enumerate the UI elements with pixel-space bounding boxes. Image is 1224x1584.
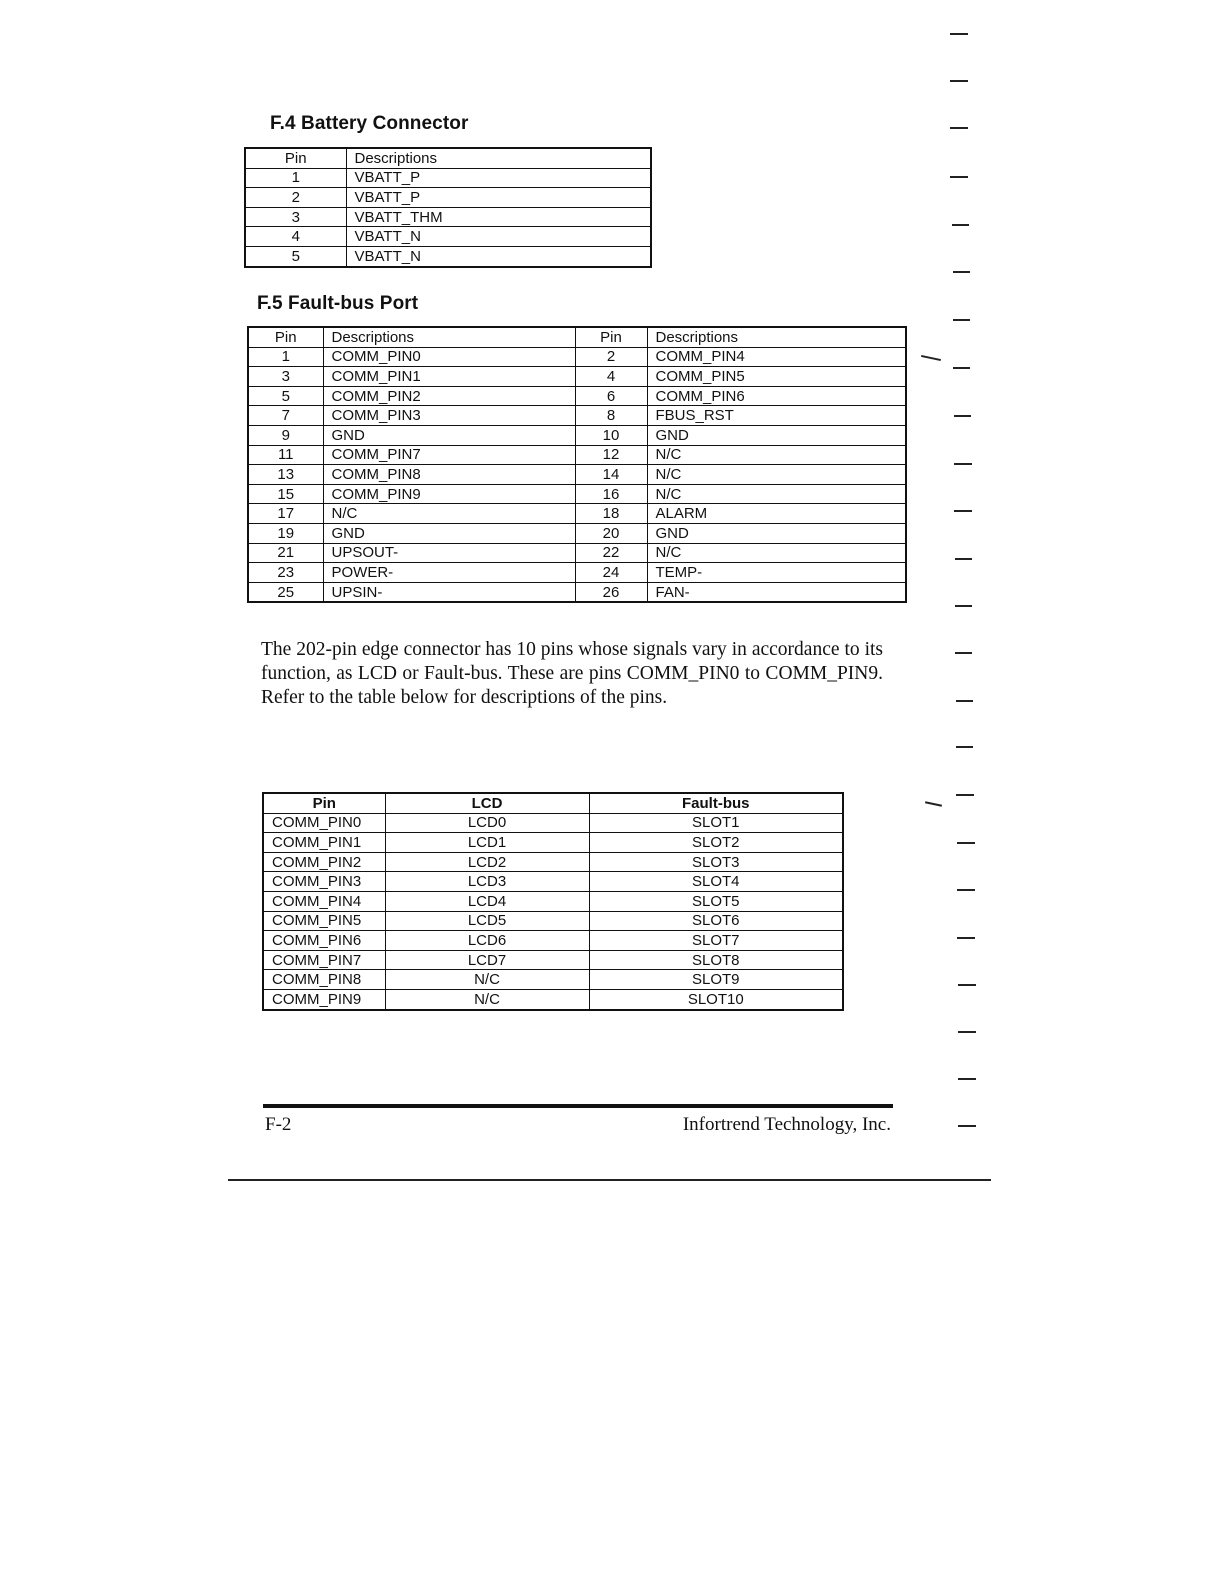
column-header-pin-right: Pin [575, 327, 647, 347]
table-row [263, 891, 843, 911]
battery-cell: 1 [245, 168, 346, 188]
fault-bus-cell: ALARM [647, 504, 906, 524]
table-row [245, 207, 651, 227]
fault-bus-cell: COMM_PIN4 [647, 347, 906, 367]
fault-bus-cell: GND [323, 425, 575, 445]
fault-bus-cell: FAN- [647, 582, 906, 602]
margin-tick-mark [953, 367, 970, 369]
fault-bus-cell: 1 [248, 347, 323, 367]
fault-bus-cell: 11 [248, 445, 323, 465]
fault-bus-cell: POWER- [323, 563, 575, 583]
mapping-cell: SLOT9 [589, 970, 843, 990]
fault-bus-cell: 26 [575, 582, 647, 602]
battery-cell: VBATT_P [346, 188, 651, 208]
battery-table-body [245, 168, 651, 266]
mapping-cell: LCD6 [385, 931, 589, 951]
column-header-pin: Pin [245, 148, 346, 168]
mapping-cell: LCD2 [385, 852, 589, 872]
table-row [248, 445, 906, 465]
table-row [248, 425, 906, 445]
fault-bus-cell: N/C [647, 543, 906, 563]
mapping-cell: LCD4 [385, 891, 589, 911]
mapping-cell: N/C [385, 989, 589, 1009]
fault-bus-cell: COMM_PIN1 [323, 367, 575, 387]
margin-tick-mark [958, 1125, 976, 1127]
mapping-cell: LCD7 [385, 950, 589, 970]
margin-tick-mark [957, 842, 975, 844]
table-row [263, 911, 843, 931]
fault-bus-cell: COMM_PIN7 [323, 445, 575, 465]
battery-cell: VBATT_N [346, 227, 651, 247]
table-row [263, 970, 843, 990]
margin-tick-mark [954, 463, 972, 465]
fault-bus-cell: N/C [323, 504, 575, 524]
margin-tick-mark [955, 605, 972, 607]
margin-tick-mark [958, 1078, 976, 1080]
margin-tick-mark [950, 80, 968, 82]
mapping-cell: COMM_PIN6 [263, 931, 385, 951]
fault-bus-cell: COMM_PIN2 [323, 386, 575, 406]
mapping-cell: SLOT5 [589, 891, 843, 911]
margin-tick-mark [921, 355, 941, 361]
battery-cell: 3 [245, 207, 346, 227]
battery-cell: 4 [245, 227, 346, 247]
margin-tick-mark [956, 746, 973, 748]
margin-tick-mark [957, 937, 975, 939]
margin-tick-mark [952, 224, 969, 226]
mapping-cell: SLOT6 [589, 911, 843, 931]
fault-bus-cell: 18 [575, 504, 647, 524]
fault-bus-cell: COMM_PIN8 [323, 465, 575, 485]
margin-tick-mark [950, 33, 968, 35]
mapping-cell: LCD0 [385, 813, 589, 833]
fault-bus-cell: UPSIN- [323, 582, 575, 602]
fault-bus-cell: GND [647, 523, 906, 543]
battery-cell: VBATT_N [346, 246, 651, 266]
mapping-cell: COMM_PIN1 [263, 833, 385, 853]
battery-cell: 2 [245, 188, 346, 208]
mapping-cell: SLOT10 [589, 989, 843, 1009]
fault-bus-cell: 14 [575, 465, 647, 485]
table-row [245, 246, 651, 266]
fault-bus-cell: COMM_PIN6 [647, 386, 906, 406]
table-row [245, 168, 651, 188]
fault-bus-cell: 23 [248, 563, 323, 583]
fault-bus-cell: COMM_PIN9 [323, 484, 575, 504]
table-row [263, 813, 843, 833]
table-row [248, 523, 906, 543]
fault-bus-cell: N/C [647, 445, 906, 465]
fault-bus-cell: 12 [575, 445, 647, 465]
battery-cell: 5 [245, 246, 346, 266]
fault-bus-cell: 3 [248, 367, 323, 387]
fault-bus-cell: UPSOUT- [323, 543, 575, 563]
fault-bus-cell: FBUS_RST [647, 406, 906, 426]
fault-bus-cell: COMM_PIN0 [323, 347, 575, 367]
fault-bus-cell: N/C [647, 465, 906, 485]
table-row [248, 347, 906, 367]
page-bottom-rule [228, 1179, 991, 1181]
margin-tick-mark [925, 801, 942, 806]
margin-tick-mark [953, 271, 970, 273]
footer-rule [263, 1104, 893, 1108]
fault-bus-cell: 22 [575, 543, 647, 563]
mapping-cell: SLOT3 [589, 852, 843, 872]
fault-bus-cell: TEMP- [647, 563, 906, 583]
table-row [248, 386, 906, 406]
margin-tick-mark [954, 415, 971, 417]
table-row [248, 563, 906, 583]
margin-tick-mark [955, 558, 972, 560]
fault-bus-cell: 24 [575, 563, 647, 583]
column-header-pin-left: Pin [248, 327, 323, 347]
fault-bus-cell: 21 [248, 543, 323, 563]
column-header-fault-bus: Fault-bus [589, 793, 843, 813]
fault-bus-cell: 8 [575, 406, 647, 426]
margin-tick-mark [958, 984, 976, 986]
table-row [263, 833, 843, 853]
fault-bus-cell: 5 [248, 386, 323, 406]
margin-tick-mark [953, 319, 970, 321]
table-row [263, 989, 843, 1009]
table-row [248, 465, 906, 485]
mapping-cell: SLOT2 [589, 833, 843, 853]
fault-bus-cell: 4 [575, 367, 647, 387]
mapping-cell: LCD3 [385, 872, 589, 892]
fault-bus-cell: 25 [248, 582, 323, 602]
fault-bus-port-heading: F.5 Fault-bus Port [257, 293, 419, 314]
fault-bus-cell: 9 [248, 425, 323, 445]
table-row [248, 367, 906, 387]
mapping-cell: LCD1 [385, 833, 589, 853]
table-row [263, 931, 843, 951]
table-row [263, 950, 843, 970]
table-header-row [245, 148, 651, 168]
table-row [248, 504, 906, 524]
fault-bus-cell: 17 [248, 504, 323, 524]
mapping-cell: COMM_PIN8 [263, 970, 385, 990]
fault-bus-cell: 16 [575, 484, 647, 504]
fault-bus-cell: 10 [575, 425, 647, 445]
margin-tick-mark [957, 889, 975, 891]
company-name: Infortrend Technology, Inc. [682, 1114, 891, 1135]
table-row [263, 852, 843, 872]
fault-bus-cell: 6 [575, 386, 647, 406]
margin-tick-mark [956, 794, 974, 796]
fault-bus-cell: COMM_PIN5 [647, 367, 906, 387]
table-row [248, 543, 906, 563]
battery-connector-heading: F.4 Battery Connector [270, 113, 469, 134]
margin-tick-mark [955, 652, 972, 654]
mapping-cell: COMM_PIN7 [263, 950, 385, 970]
table-row [263, 872, 843, 892]
table-row [248, 484, 906, 504]
page-number: F-2 [265, 1114, 292, 1135]
table-row [245, 227, 651, 247]
fault-bus-cell: GND [323, 523, 575, 543]
fault-bus-cell: 15 [248, 484, 323, 504]
column-header-lcd: LCD [385, 793, 589, 813]
mapping-cell: N/C [385, 970, 589, 990]
mapping-cell: COMM_PIN5 [263, 911, 385, 931]
mapping-cell: SLOT4 [589, 872, 843, 892]
mapping-cell: COMM_PIN4 [263, 891, 385, 911]
margin-tick-mark [950, 176, 968, 178]
fault-bus-cell: COMM_PIN3 [323, 406, 575, 426]
mapping-cell: SLOT1 [589, 813, 843, 833]
fault-bus-port-table [247, 326, 907, 603]
column-header-descriptions-left: Descriptions [323, 327, 575, 347]
fault-bus-cell: 7 [248, 406, 323, 426]
mapping-cell: COMM_PIN2 [263, 852, 385, 872]
mapping-cell: COMM_PIN0 [263, 813, 385, 833]
fault-bus-cell: GND [647, 425, 906, 445]
fault-bus-cell: 19 [248, 523, 323, 543]
mapping-cell: COMM_PIN9 [263, 989, 385, 1009]
margin-tick-mark [958, 1031, 976, 1033]
table-row [248, 582, 906, 602]
margin-tick-mark [954, 510, 972, 512]
table-row [245, 188, 651, 208]
battery-cell: VBATT_THM [346, 207, 651, 227]
fault-bus-table-body [248, 347, 906, 602]
mapping-cell: SLOT8 [589, 950, 843, 970]
table-header-row [248, 327, 906, 347]
fault-bus-cell: 13 [248, 465, 323, 485]
fault-bus-cell: 2 [575, 347, 647, 367]
column-header-pin: Pin [263, 793, 385, 813]
column-header-descriptions: Descriptions [346, 148, 651, 168]
fault-bus-cell: N/C [647, 484, 906, 504]
edge-connector-paragraph: The 202-pin edge connector has 10 pins whose signals vary in accordance to its function, as LCD or Fault-bus. These are pins COMM_PIN0 to COMM_PIN9. Refer to the table below for descriptions of the pins. [261, 639, 883, 708]
battery-connector-table [244, 147, 652, 268]
margin-tick-mark [956, 700, 973, 702]
mapping-table-body [263, 813, 843, 1009]
column-header-descriptions-right: Descriptions [647, 327, 906, 347]
fault-bus-cell: 20 [575, 523, 647, 543]
table-header-row [263, 793, 843, 813]
mapping-cell: SLOT7 [589, 931, 843, 951]
table-row [248, 406, 906, 426]
mapping-cell: COMM_PIN3 [263, 872, 385, 892]
mapping-cell: LCD5 [385, 911, 589, 931]
battery-cell: VBATT_P [346, 168, 651, 188]
margin-tick-mark [950, 127, 968, 129]
comm-pin-mapping-table [262, 792, 844, 1011]
